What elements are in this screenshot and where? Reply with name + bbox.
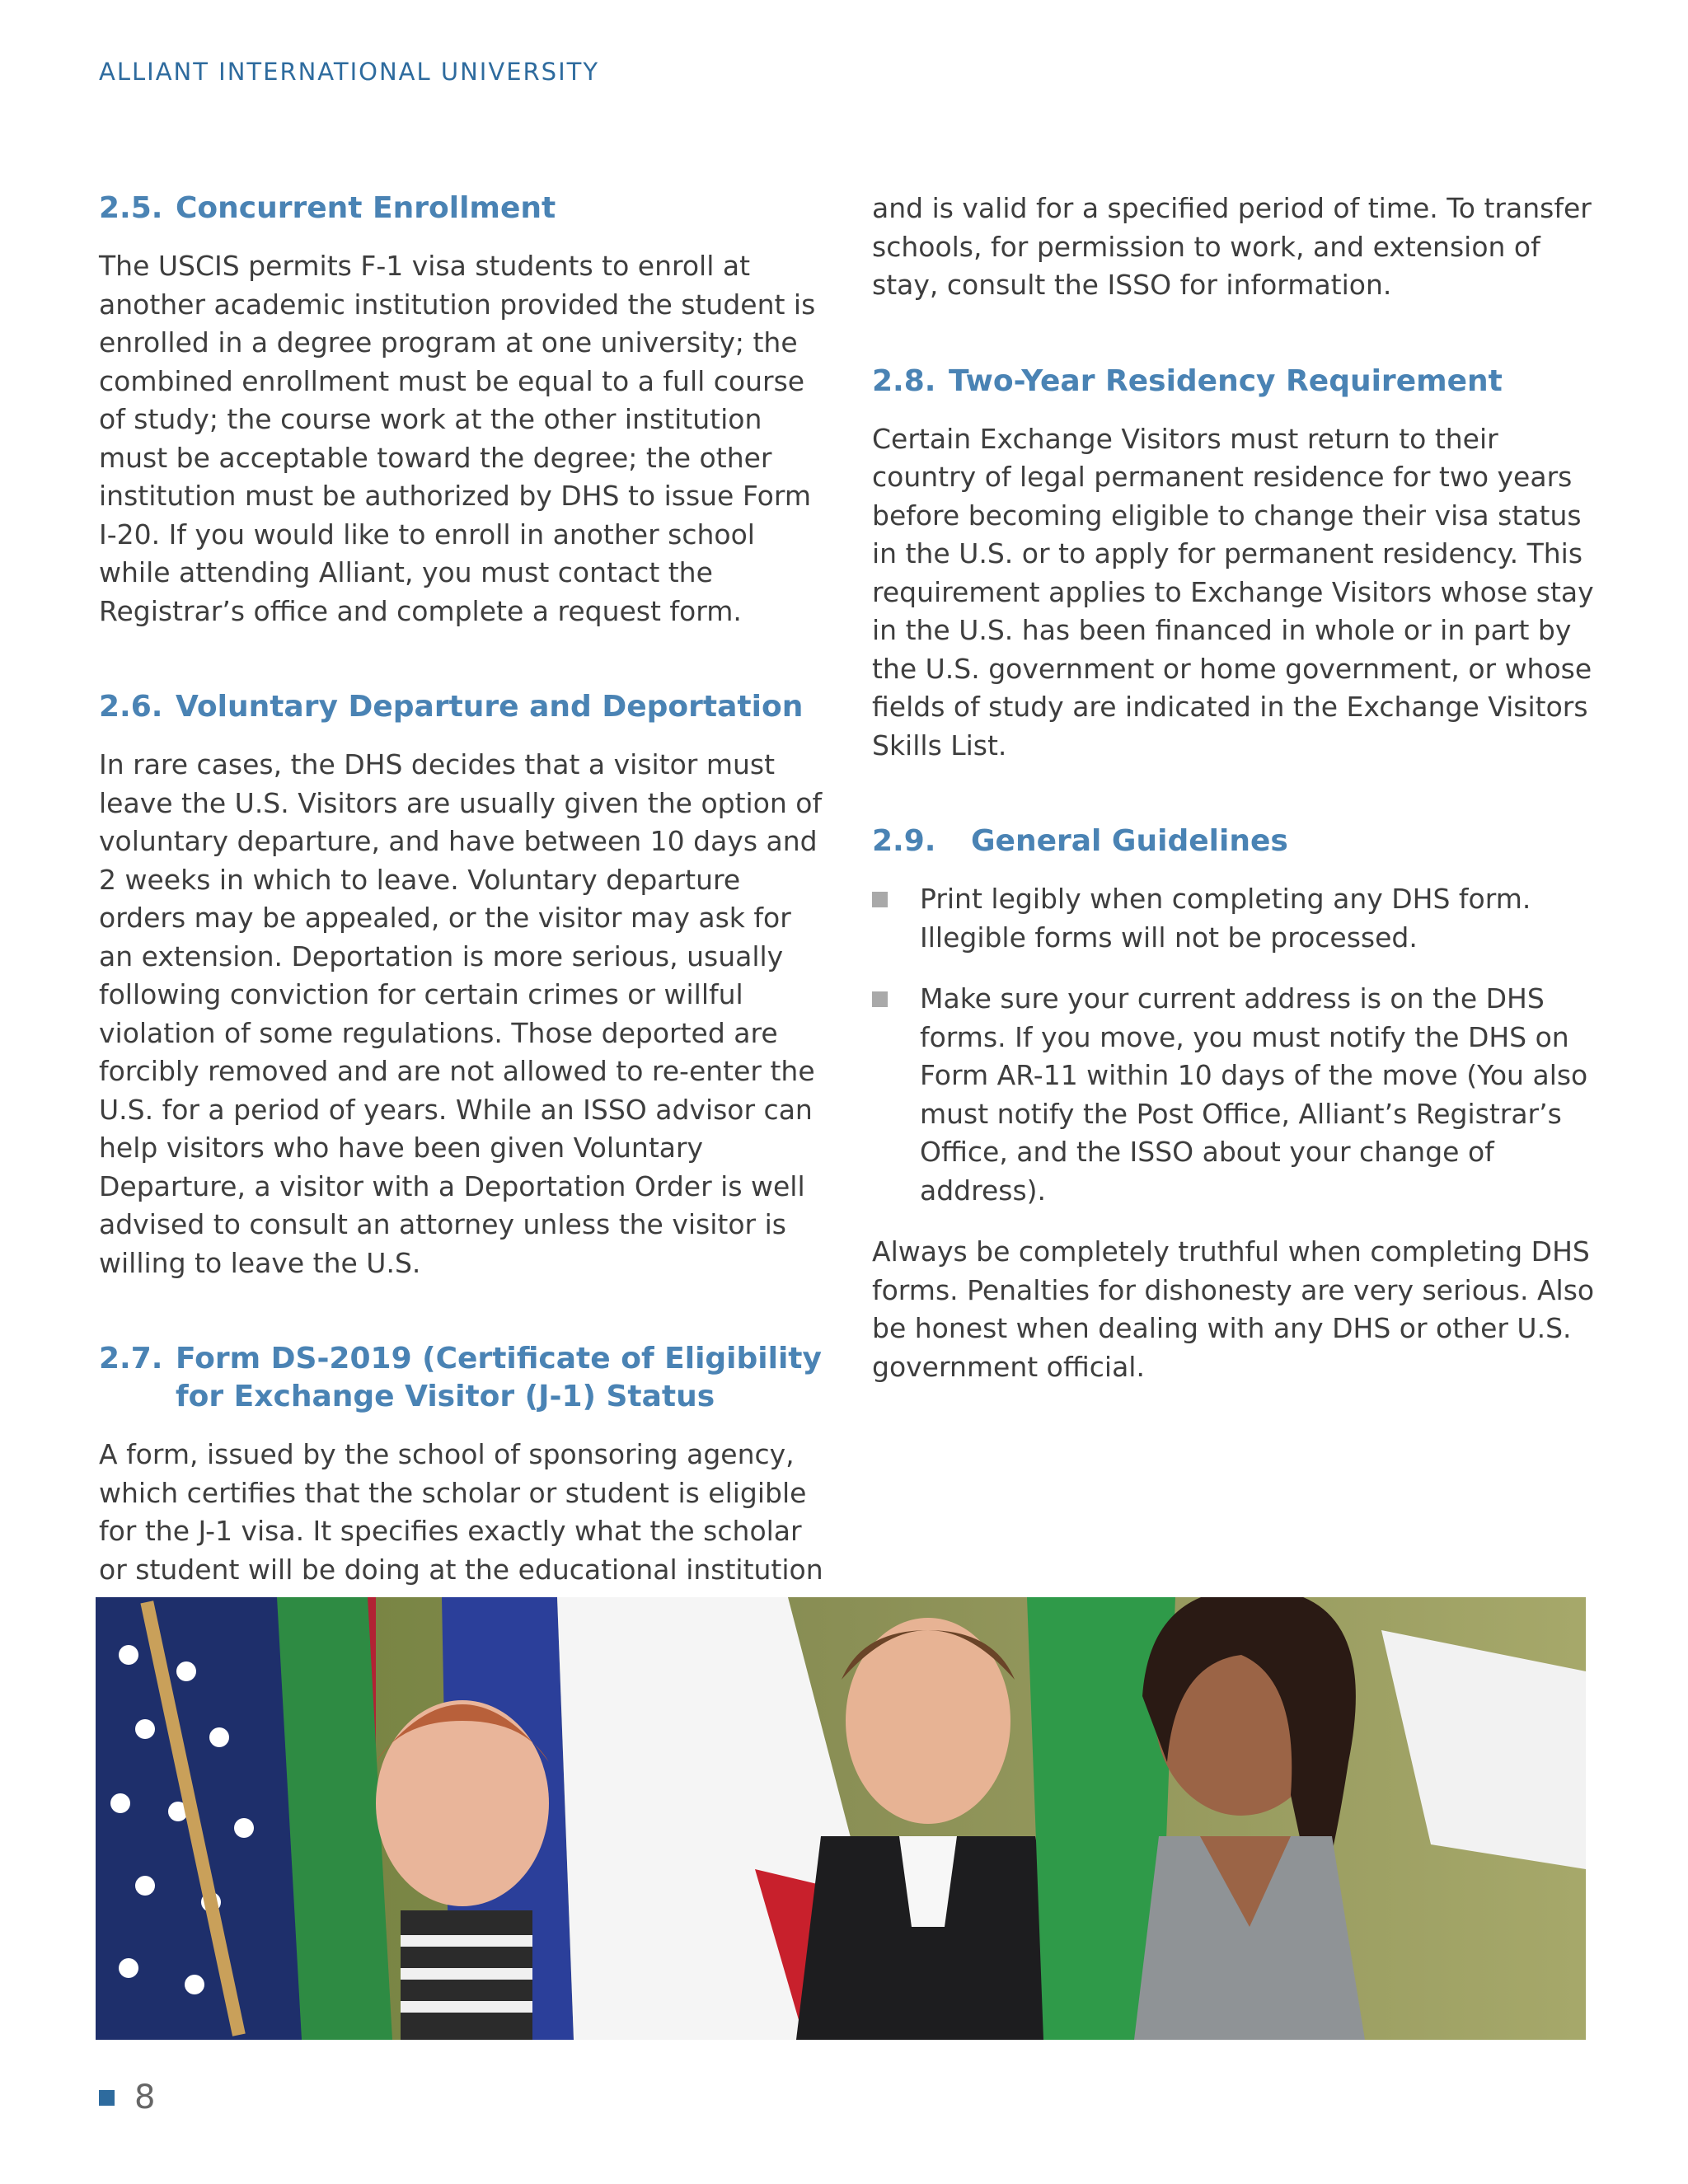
section-title: Two-Year Residency Requirement [949, 363, 1503, 398]
section-number: 2.7. [99, 1342, 163, 1376]
section-number: 2.9. [872, 824, 936, 858]
list-item-text: Make sure your current address is on the DHS forms. If you move, you must notify the DHS on Form AR-11 within 10 days of the move (You also must notify the Post Office, Alliant’s Registrar’s Office, and the ISSO about your change of address). [920, 982, 1588, 1207]
running-head: ALLIANT INTERNATIONAL UNIVERSITY [99, 58, 600, 86]
section-title: Concurrent Enrollment [176, 191, 556, 225]
photo-illustration [96, 1597, 1586, 2040]
closing-paragraph: Always be completely truthful when completing DHS forms. Penalties for dishonesty are very serious. Also be honest when dealing with any DHS or other U.S. government official. [872, 1235, 1595, 1383]
section-heading [872, 363, 1597, 401]
section-title: Voluntary Departure and Deportation [176, 690, 804, 724]
square-bullet-icon [872, 892, 888, 907]
section-2-8 [872, 363, 1597, 766]
list-item [872, 980, 1597, 1210]
left-column [99, 190, 824, 1589]
section-2-7 [99, 1340, 824, 1589]
list-item [872, 880, 1597, 957]
section-number: 2.5. [99, 191, 163, 225]
section-body: Certain Exchange Visitors must return to their country of legal permanent residence for two years before becoming eligible to change their visa status in the U.S. or to apply for permanent residency. This requirement applies to Exchange Visitors whose stay in the U.S. has been financed in whole or in part by the U.S. government or home government, or whose fields of study are indicated in the Exchange Visitors Skills List. [872, 422, 1594, 762]
section-body: In rare cases, the DHS decides that a visitor must leave the U.S. Visitors are usually given the option of voluntary departure, and have between 10 days and 2 weeks in which to leave. Voluntary departure orders may be appealed, or the visitor may ask for an extension. Deportation is more serious, usually following conviction for certain crimes or willful violation of some regulations. Those deported are forcibly removed and are not allowed to re-enter the U.S. for a period of years. While an ISSO advisor can help visitors who have been given Voluntary Departure, a visitor with a Deportation Order is well advised to consult an attorney unless the visitor is willing to leave the U.S. [99, 748, 823, 1279]
section-title: Form DS-2019 (Certificate of Eligibility for Exchange Visitor (J-1) Status [176, 1342, 822, 1413]
section-2-9 [872, 823, 1597, 1386]
section-body: The USCIS permits F-1 visa students to enroll at another academic institution provided the student is enrolled in a degree program at one university; the combined enrollment must be equal to a full course of study; the course work at the other institution must be acceptable toward the degree; the other institution must be authorized by DHS to issue Form I-20. If you would like to enroll in another school while attending Alliant, you must contact the Registrar’s office and complete a request form. [99, 250, 816, 627]
section-title: General Guidelines [971, 824, 1288, 858]
section-body: A form, issued by the school of sponsoring agency, which certifies that the scholar or student is eligible for the J-1 visa. It specifies exactly what the scholar or student will be doing at the educational institution [99, 1438, 823, 1586]
section-2-5 [99, 190, 824, 630]
section-number: 2.8. [872, 363, 936, 398]
section-heading [99, 1340, 824, 1416]
guidelines-list [872, 880, 1597, 1210]
square-bullet-icon [872, 991, 888, 1007]
section-heading [99, 688, 824, 726]
students-with-flags-photo [96, 1597, 1586, 2040]
section-2-7-continued: and is valid for a specified period of time. To transfer schools, for permission to work, and extension of stay, consult the ISSO for information. [872, 192, 1592, 301]
section-heading [99, 190, 824, 227]
section-2-6 [99, 688, 824, 1282]
right-column [872, 190, 1597, 1386]
page-footer [99, 2079, 155, 2116]
section-heading [872, 823, 1597, 860]
square-marker-icon [99, 2090, 115, 2106]
list-item-text: Print legibly when completing any DHS form. Illegible forms will not be processed. [920, 883, 1531, 954]
section-number: 2.6. [99, 690, 163, 724]
page-number: 8 [134, 2079, 156, 2116]
